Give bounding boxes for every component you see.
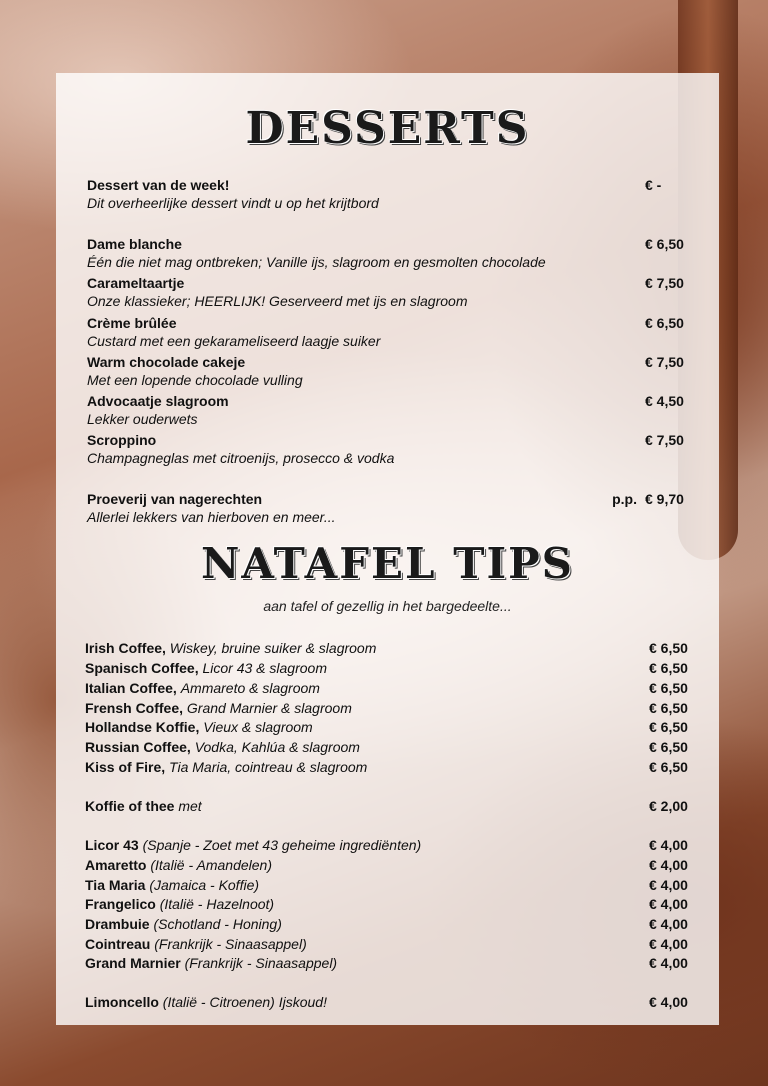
drink-price: € 6,50 (649, 739, 688, 755)
drink-detail: (Italië - Citroenen) Ijskoud! (162, 994, 327, 1010)
drink-name: Hollandse Koffie, (85, 719, 200, 735)
drink-detail: Grand Marnier & slagroom (186, 700, 352, 716)
dessert-price: € 7,50 (645, 275, 684, 291)
menu-panel (56, 73, 719, 1025)
drink-row (85, 994, 691, 1010)
dessert-name: Crème brûlée (87, 315, 177, 331)
dessert-name: Scroppino (87, 432, 157, 448)
drink-detail: Vieux & slagroom (203, 719, 313, 735)
dessert-price: € 9,70 (645, 491, 684, 507)
drink-price: € 4,00 (649, 994, 688, 1010)
drink-row (85, 739, 691, 755)
dessert-desc: Met een lopende chocolade vulling (87, 372, 303, 388)
drink-detail: Wiskey, bruine suiker & slagroom (169, 640, 377, 656)
drink-price: € 4,00 (649, 837, 688, 853)
drink-row (85, 759, 691, 775)
dessert-item (87, 432, 689, 466)
drink-name: Frangelico (85, 896, 156, 912)
per-person-label: p.p. (612, 491, 637, 507)
drink-name: Tia Maria (85, 877, 146, 893)
dessert-name: Carameltaartje (87, 275, 185, 291)
drink-price: € 6,50 (649, 719, 688, 735)
drink-detail: (Jamaica - Koffie) (149, 877, 260, 893)
dessert-desc: Één die niet mag ontbreken; Vanille ijs, slagroom en gesmolten chocolade (87, 254, 546, 270)
natafel-subtitle: aan tafel of gezellig in het bargedeelte... (263, 598, 512, 614)
drink-detail: Vodka, Kahlúa & slagroom (194, 739, 360, 755)
dessert-price: € - (645, 177, 662, 193)
natafel-title: NATAFEL TIPS (200, 539, 575, 588)
drink-price: € 6,50 (649, 759, 688, 775)
desserts-title: DESSERTS (245, 103, 530, 154)
drink-price: € 4,00 (649, 896, 688, 912)
drink-row (85, 955, 691, 971)
dessert-item (87, 354, 689, 388)
drink-row (85, 719, 691, 735)
drink-price: € 4,00 (649, 955, 688, 971)
dessert-price: € 6,50 (645, 236, 684, 252)
drink-name: Licor 43 (85, 837, 139, 853)
drink-detail: met (178, 798, 202, 814)
drink-row (85, 936, 691, 952)
drink-detail: (Italië - Hazelnoot) (159, 896, 275, 912)
dessert-name: Proeverij van nagerechten (87, 491, 263, 507)
drink-detail: (Frankrijk - Sinaasappel) (184, 955, 338, 971)
drink-detail: (Italië - Amandelen) (150, 857, 273, 873)
drink-row (85, 857, 691, 873)
drink-detail: Ammareto & slagroom (180, 680, 320, 696)
drink-detail: (Spanje - Zoet met 43 geheime ingrediënten) (142, 837, 422, 853)
dessert-name: Dessert van de week! (87, 177, 230, 193)
drink-price: € 4,00 (649, 916, 688, 932)
dessert-price: € 4,50 (645, 393, 684, 409)
drink-row (85, 798, 691, 814)
dessert-name: Advocaatje slagroom (87, 393, 229, 409)
dessert-desc: Dit overheerlijke dessert vindt u op het krijtbord (87, 195, 379, 211)
drink-name: Drambuie (85, 916, 150, 932)
drink-name: Koffie of thee (85, 798, 175, 814)
dessert-price: € 7,50 (645, 432, 684, 448)
drink-row (85, 877, 691, 893)
drink-name: Frensh Coffee, (85, 700, 184, 716)
drink-detail: Licor 43 & slagroom (202, 660, 327, 676)
drink-name: Grand Marnier (85, 955, 181, 971)
drink-price: € 4,00 (649, 857, 688, 873)
drink-row (85, 700, 691, 716)
dessert-item (87, 393, 689, 427)
drink-name: Cointreau (85, 936, 151, 952)
drink-name: Italian Coffee, (85, 680, 177, 696)
dessert-desc: Lekker ouderwets (87, 411, 198, 427)
drink-row (85, 896, 691, 912)
dessert-name: Dame blanche (87, 236, 182, 252)
drink-detail: Tia Maria, cointreau & slagroom (169, 759, 368, 775)
drink-price: € 4,00 (649, 936, 688, 952)
drink-name: Spanisch Coffee, (85, 660, 199, 676)
drink-row (85, 640, 691, 656)
drink-detail: (Schotland - Honing) (149, 916, 282, 932)
dessert-desc: Custard met een gekarameliseerd laagje suiker (87, 333, 381, 349)
drink-price: € 6,50 (649, 680, 688, 696)
dessert-desc: Onze klassieker; HEERLIJK! Geserveerd met ijs en slagroom (87, 293, 468, 309)
dessert-name: Warm chocolade cakeje (87, 354, 246, 370)
dessert-item (87, 177, 689, 211)
dessert-item (87, 315, 689, 349)
drink-detail: (Frankrijk - Sinaasappel) (154, 936, 307, 952)
drink-price: € 6,50 (649, 660, 688, 676)
drink-price: € 2,00 (649, 798, 688, 814)
drink-price: € 4,00 (649, 877, 688, 893)
drink-name: Kiss of Fire, (85, 759, 166, 775)
drink-row (85, 916, 691, 932)
drink-row (85, 660, 691, 676)
dessert-item (87, 491, 689, 525)
drink-name: Russian Coffee, (85, 739, 191, 755)
drink-price: € 6,50 (649, 700, 688, 716)
drink-name: Irish Coffee, (85, 640, 166, 656)
dessert-price: € 7,50 (645, 354, 684, 370)
drink-name: Limoncello (85, 994, 159, 1010)
dessert-desc: Champagneglas met citroenijs, prosecco & vodka (87, 450, 395, 466)
drink-row (85, 680, 691, 696)
dessert-item (87, 275, 689, 309)
drink-price: € 6,50 (649, 640, 688, 656)
dessert-desc: Allerlei lekkers van hierboven en meer... (87, 509, 336, 525)
dessert-price: € 6,50 (645, 315, 684, 331)
drink-row (85, 837, 691, 853)
dessert-item (87, 236, 689, 270)
drink-name: Amaretto (85, 857, 147, 873)
